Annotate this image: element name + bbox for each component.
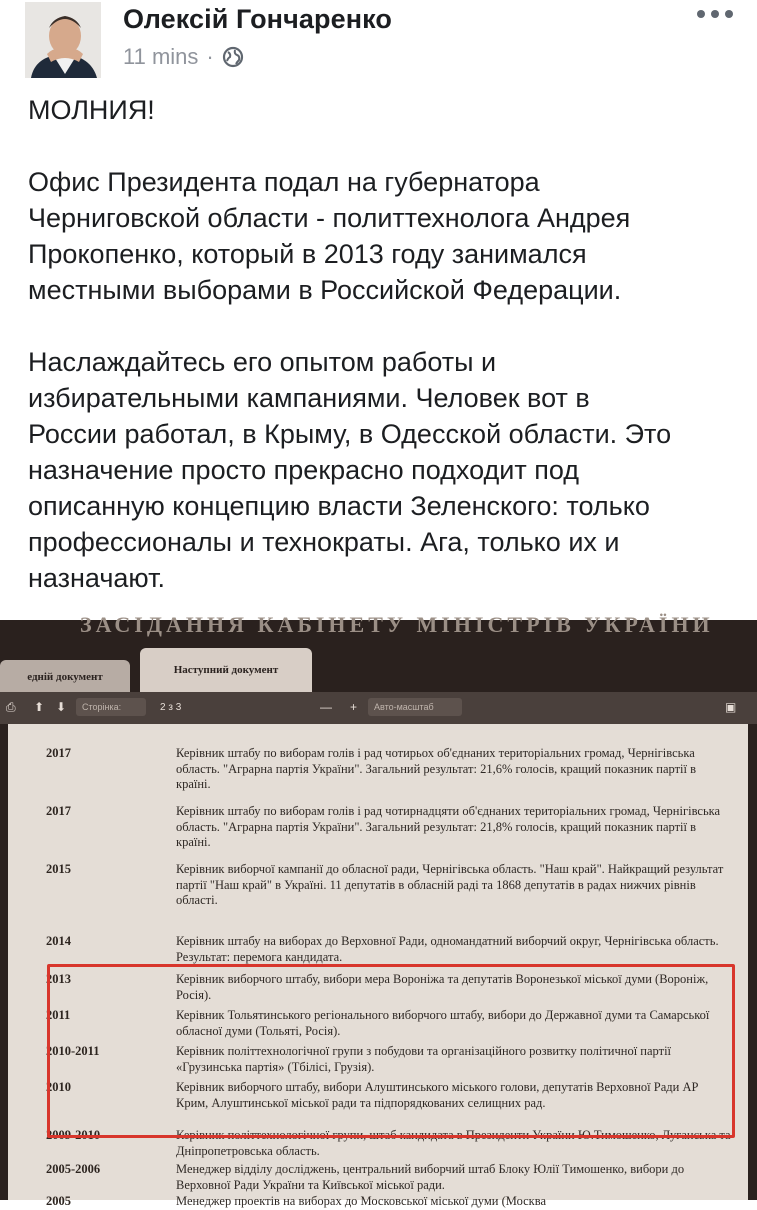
row-year: 2017: [46, 804, 71, 818]
globe-icon: [222, 46, 244, 68]
post-paragraph-3: Наслаждайтесь его опытом работы и избирательными кампаниями. Человек вот в России работал, в Крыму, в Одесской области. Это назначение просто прекрасно подходит под описанную концепцию власти Зеленского: только профессионалы и технократы. Ага, только их и назначают.: [28, 347, 672, 593]
tab-previous-document: едній документ: [0, 660, 130, 694]
row-year: 2010: [46, 1080, 71, 1094]
row-description: Керівник виборчої кампанії до обласної ради, Чернігівська область. "Наш край". Найкращий результат партії "Наш край" в Україні. 11 депутатів в обласній раді та 1868 депутатів в радах нижчих рівнів області.: [176, 862, 724, 907]
post-paragraph-2: Офис Президента подал на губернатора Черниговской области - политтехнолога Андрея Прокопенко, который в 2013 году занимался местными выборами в Российской Федерации.: [28, 167, 631, 305]
row-description: Керівник штабу по виборам голів і рад чотирнадцяти об'єднаних територіальних громад, Чернігівська область. "Аграрна партія України". Загальний результат: 21,8% голосів, кращий показник партії в країні.: [176, 804, 721, 849]
tab-next-document: Наступний документ: [140, 648, 312, 692]
row-description: Керівник Тольятинського регіонального виборчого штабу, вибори до Державної думи та Самарської обласної думи (Тольяті, Росія).: [176, 1008, 710, 1038]
author-name[interactable]: Олексій Гончаренко: [123, 4, 392, 34]
more-options-icon[interactable]: [697, 10, 733, 18]
row-year: 2005-2006: [46, 1162, 101, 1176]
pdf-toolbar: [0, 692, 757, 724]
arrow-down-icon: ⬇: [56, 700, 67, 714]
photo-window-title: ЗАСІДАННЯ КАБІНЕТУ МІНІСТРІВ УКРАЇНИ: [80, 612, 714, 637]
row-description: Керівник політтехнологічної групи з побудови та організаційного розвитку політичної партії «Грузинська партія» (Тбілісі, Грузія).: [176, 1044, 672, 1074]
post-meta: [123, 44, 244, 70]
post-paragraph-1: МОЛНИЯ!: [28, 95, 155, 125]
row-description: Менеджер відділу досліджень, центральний виборчий штаб Блоку Юлії Тимошенко, вибори до Верховної Ради України та Київської міської ради.: [176, 1162, 685, 1192]
save-icon: ▣: [725, 700, 737, 714]
row-year: 2011: [46, 1008, 71, 1022]
row-year: 2010-2011: [46, 1044, 100, 1058]
post-timestamp[interactable]: 11 mins: [123, 44, 199, 69]
row-description: Керівник політтехнологічної групи, штаб кандидата в Президенти України Ю.Тимошенко, Луганська та Дніпропетровська область.: [176, 1128, 731, 1158]
page-indicator: 2 з 3: [160, 702, 182, 713]
meta-separator: ·: [206, 44, 214, 69]
row-year: 2017: [46, 746, 71, 760]
row-year: 2015: [46, 862, 71, 876]
zoom-select: Авто-масштаб: [368, 698, 462, 716]
row-year: 2014: [46, 934, 71, 948]
row-description: Керівник штабу на виборах до Верховної Ради, одномандатний виборчий округ, Чернігівська область. Результат: перемога кандидата.: [176, 934, 719, 964]
post-body: [28, 92, 738, 632]
print-icon: ⎙: [6, 700, 16, 714]
row-year: 2013: [46, 972, 71, 986]
row-description: Керівник виборчого штабу, вибори мера Вороніжа та депутатів Воронезької міської думи (Вороніж, Росія).: [176, 972, 709, 1002]
author-avatar[interactable]: [25, 2, 101, 78]
row-description: Менеджер проектів на виборах до Московської міської думи (Москва: [176, 1194, 547, 1208]
zoom-out-icon: —: [320, 700, 332, 714]
document-page: [8, 724, 748, 1208]
row-description: Керівник виборчого штабу, вибори Алуштинського міського голови, депутатів Верховної Ради АР Крим, Алуштинської міської ради та підпорядкованих селищних рад.: [176, 1080, 699, 1110]
zoom-in-icon: +: [350, 700, 358, 714]
arrow-up-icon: ⬆: [34, 700, 45, 714]
page-label: Сторінка:: [76, 698, 146, 716]
row-description: Керівник штабу по виборам голів і рад чотирьох об'єднаних територіальних громад, Чернігівська область. "Аграрна партія України". Загальний результат: 21,6% голосів, кращий показник партії в країні.: [176, 746, 697, 791]
post-header: [0, 0, 757, 90]
row-year: 2009-2010: [46, 1128, 101, 1142]
row-year: 2005: [46, 1194, 71, 1208]
